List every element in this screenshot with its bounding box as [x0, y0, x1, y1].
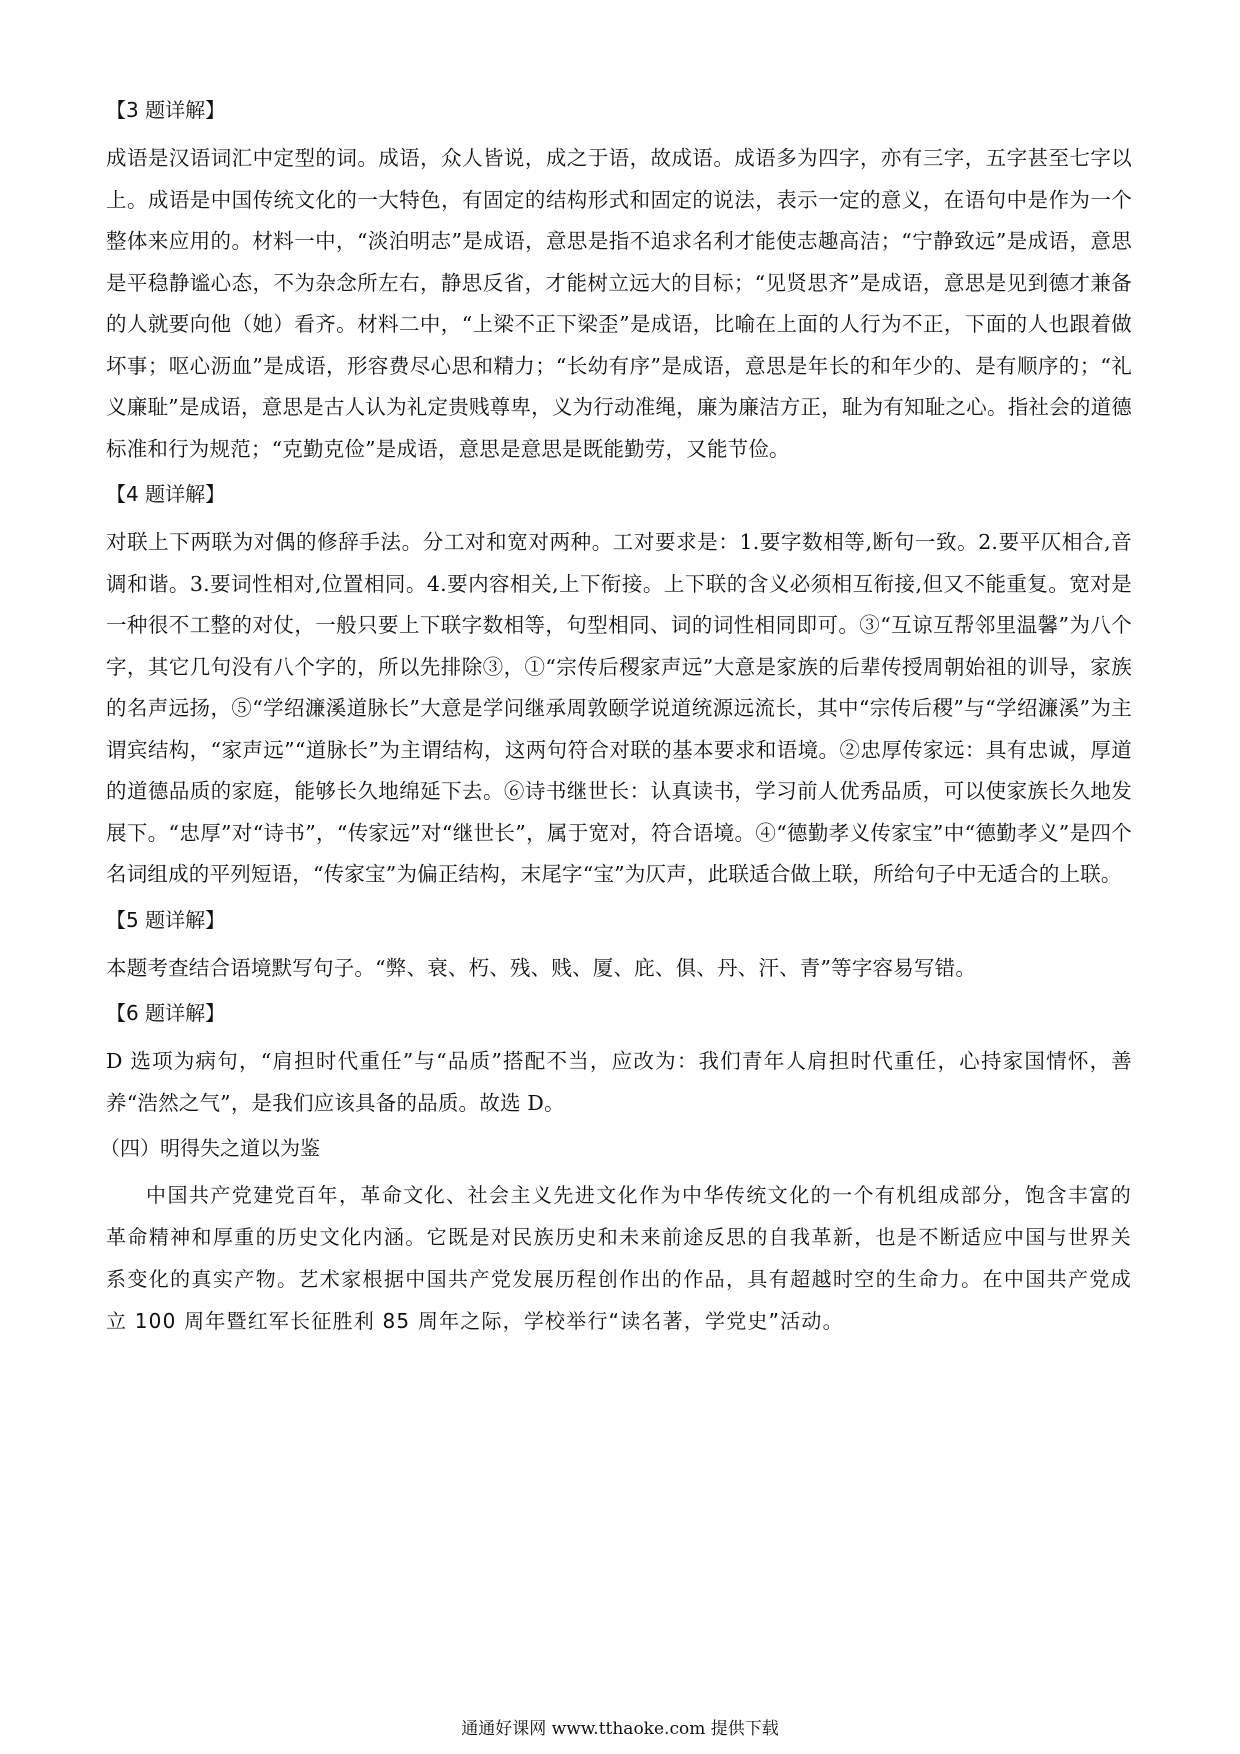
part-four-title: （四）明得失之道以为鉴	[100, 1136, 320, 1160]
section-text-q5: 本题考查结合语境默写句子。“弊、衰、朽、残、贱、厦、庇、俱、丹、汗、青”等字容易写错。	[106, 955, 977, 980]
section-heading-q5: 【5 题详解】	[106, 907, 226, 932]
section-text-q3: 成语是汉语词汇中定型的词。成语，众人皆说，成之于语，故成语。成语多为四字，亦有三字，五字甚至七字以上。成语是中国传统文化的一大特色，有固定的结构形式和固定的说法，表示一定的意义，在语句中是作为一个整体来应用的。材料一中，“淡泊明志”是成语，意思是指不追求名利才能使志趣高洁；“宁静致远”是成语，意思是平稳静谧心态，不为杂念所左右，静思反省，才能树立远大的目标；“见贤思齐”是成语，意思是见到德才兼备的人就要向他（她）看齐。材料二中，“上梁不正下梁歪”是成语，比喻在上面的人行为不正，下面的人也跟着做坏事；呕心沥血”是成语，形容费尽心思和精力；“长幼有序”是成语，意思是年长的和年少的、是有顺序的；“礼义廉耻”是成语，意思是古人认为礼定贵贱尊卑，义为行动准绳，廉为廉洁方正，耻为有知耻之心。指社会的道德标准和行为规范；“克勤克俭”是成语，意思是意思是既能勤劳，又能节俭。	[106, 146, 1132, 461]
section-heading-q3: 【3 题详解】	[106, 98, 226, 122]
document-body	[100, 96, 1132, 1352]
part-four-text: 中国共产党建党百年，革命文化、社会主义先进文化作为中华传统文化的一个有机组成部分，饱含丰富的革命精神和厚重的历史文化内涵。它既是对民族历史和未来前途反思的自我革新，也是不断适应中国与世界关系变化的真实产物。艺术家根据中国共产党发展历程创作出的作品，具有超越时空的生命力。在中国共产党成立 100 周年暨红军长征胜利 85 周年之际，学校举行“读名著，学党史”活动。	[106, 1183, 1132, 1333]
section-heading-q6: 【6 题详解】	[106, 1001, 226, 1025]
section-heading-q4: 【4 题详解】	[106, 482, 226, 506]
section-text-q4: 对联上下两联为对偶的修辞手法。分工对和宽对两种。工对要求是：1.要字数相等,断句一致。2.要平仄相合,音调和谐。3.要词性相对,位置相同。4.要内容相关,上下衔接。上下联的含义必须相互衔接,但又不能重复。宽对是一种很不工整的对仗，一般只要上下联字数相等，句型相同、词的词性相同即可。③“互谅互帮邻里温馨”为八个字，其它几句没有八个字的，所以先排除③，①“宗传后稷家声远”大意是家族的后辈传授周朝始祖的训导，家族的名声远扬，⑤“学绍濂溪道脉长”大意是学问继承周敦颐学说道统源远流长，其中“宗传后稷”与“学绍濂溪”为主谓宾结构，“家声远”“道脉长”为主谓结构，这两句符合对联的基本要求和语境。②忠厚传家远：具有忠诚，厚道的道德品质的家庭，能够长久地绵延下去。⑥诗书继世长：认真读书，学习前人优秀品质，可以使家族长久地发展下。“忠厚”对“诗书”，“传家远”对“继世长”，属于宽对，符合语境。④“德勤孝义传家宝”中“德勤孝义”是四个名词组成的平列短语，“传家宝”为偏正结构，末尾字“宝”为仄声，此联适合做上联，所给句子中无适合的上联。	[106, 530, 1132, 886]
section-text-q6: D 选项为病句，“肩担时代重任”与“品质”搭配不当，应改为：我们青年人肩担时代重任，心持家国情怀，善养“浩然之气”，是我们应该具备的品质。故选 D。	[106, 1049, 1132, 1115]
page-footer: 通通好课网 www.tthaoke.com 提供下载	[461, 1719, 779, 1739]
